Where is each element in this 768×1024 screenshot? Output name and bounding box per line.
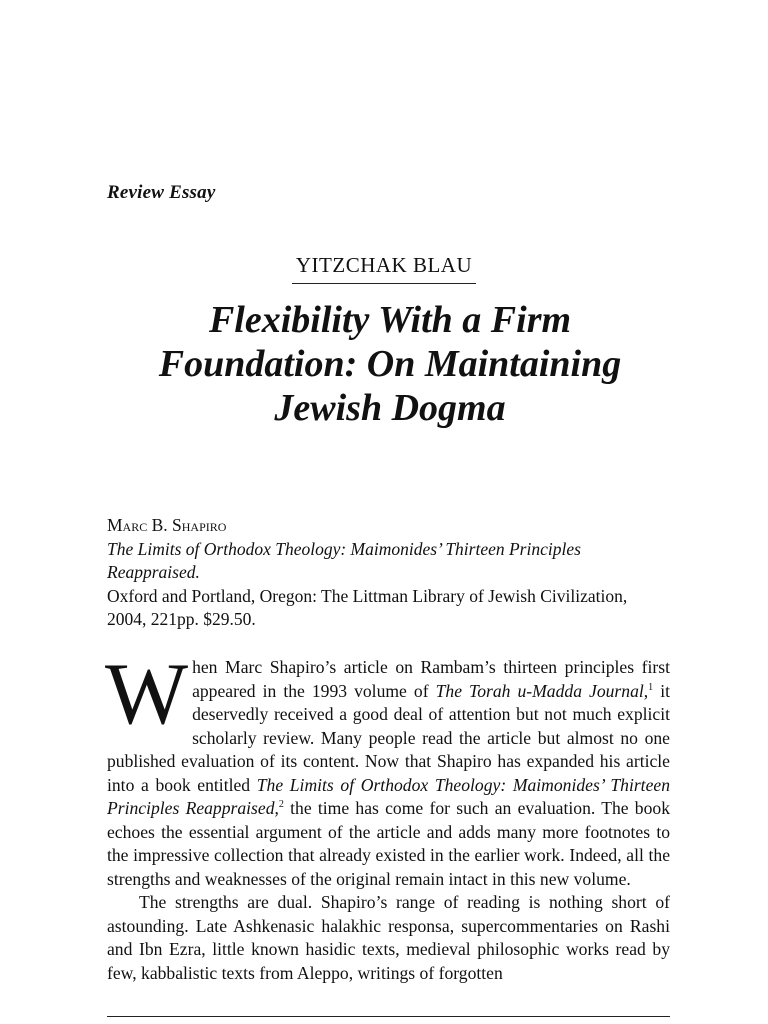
- paragraph: The strengths are dual. Shapiro’s range of reading is nothing short of astounding. Late Ashkenasic halakhic responsa, supercommentaries on Rashi and Ibn Ezra, little known hasidic texts, medieval philosophic works read by few, kabbalistic texts from Aleppo, writings of forgotten: [107, 892, 670, 983]
- book-title-inline: The Limits of Orthodox Theology: Maimonides’ Thirteen Principles Reappraised: [107, 774, 670, 818]
- title-line: Flexibility With a Firm: [208, 299, 572, 341]
- book-citation: [107, 514, 667, 632]
- title-line: Jewish Dogma: [274, 387, 506, 429]
- paragraph: When Marc Shapiro’s article on Rambam’s thirteen principles first appeared in the 1993 volume of The Torah u-Madda Journal,$^1$ it deservedly received a good deal of attention but not much explicit scholarly review. Many people read the article but almost no one published evaluation of its content. Now that Shapiro has expanded his article into a book entitled The Limits of Orthodox Theology: Maimonides’ Thirteen Principles Reappraised,$^2$ the time has come for such an evaluation. The book echoes the essential argument of the article and adds many more footnotes to the impressive collection that already existed in the earlier work. Indeed, all the strengths and weaknesses of the original remain intact in this new volume.: [105, 646, 670, 889]
- footnote-marker: 1: [648, 681, 654, 693]
- journal-title: The Torah u-Madda Journal: [435, 680, 644, 701]
- footnote-divider: [107, 1016, 670, 1017]
- paragraph-text: hen Marc Shapiro’s article on Rambam’s thirteen principles first appeared in the 1993 volume of: [192, 657, 670, 701]
- author-block: [0, 253, 768, 284]
- drop-cap: W: [105, 646, 189, 743]
- publication-info: Oxford and Portland, Oregon: The Littman Library of Jewish Civilization, 2004, 221pp. $29.50.: [107, 585, 628, 629]
- paragraph-text: the time has come for such an evaluation. The book echoes the essential argument of the article and adds many more footnotes to the impressive collection that already existed in the earlier work. Indeed, all the strengths and weaknesses of the original remain intact in this new volume.: [107, 798, 670, 889]
- paragraph-text: it deservedly received a good deal of attention but not much explicit scholarly review. Many people read the article but almost no one published evaluation of its content. Now that Shapiro has expanded his article into a book entitled: [107, 680, 670, 795]
- book-author: Marc B. Shapiro: [107, 515, 227, 535]
- section-label: Review Essay: [107, 182, 216, 203]
- book-title: The Limits of Orthodox Theology: Maimonides’ Thirteen Principles Reappraised.: [107, 538, 581, 582]
- author-name: YITZCHAK BLAU: [292, 253, 476, 284]
- footnote-marker: 2: [278, 799, 284, 811]
- essay-body: [105, 646, 670, 985]
- essay-title: [90, 298, 690, 430]
- title-line: Foundation: On Maintaining: [158, 343, 622, 385]
